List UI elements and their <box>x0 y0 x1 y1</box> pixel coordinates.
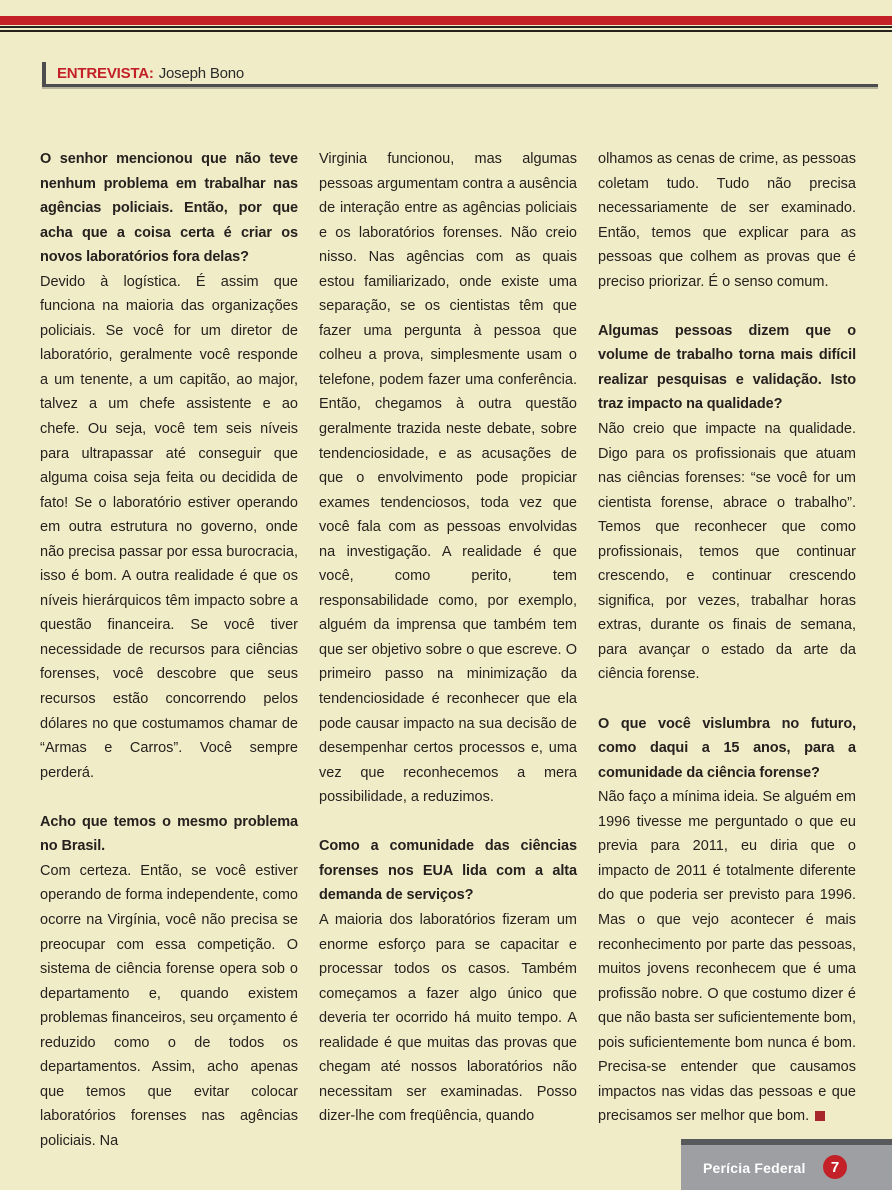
magazine-title: Perícia Federal <box>703 1159 806 1176</box>
interview-question: Acho que temos o mesmo problema no Brasil. <box>40 813 298 855</box>
interview-question: O senhor mencionou que não teve nenhum problema em trabalhar nas agências policiais. Então, por que acha que a coisa certa é criar os novos laboratórios fora delas? <box>40 151 298 266</box>
footer-gray-box <box>681 1145 892 1190</box>
interviewee-name: Joseph Bono <box>158 64 245 82</box>
interview-answer: Não creio que impacte na qualidade. Digo para os profissionais que atuam nas ciências forenses: “se você for um cientista forense, abrace o trabalho”. Temos que reconhecer que como profissionais, temos que continuar crescendo, e continuar crescendo significa, por vezes, trabalhar horas extras, durante os finais de semana, para avançar o estado da arte da ciência forense. <box>598 421 856 683</box>
footer-badge <box>681 1139 892 1190</box>
article-columns <box>40 147 856 1153</box>
interview-answer: A maioria dos laboratórios fizeram um enorme esforço para se capacitar e processar todos os casos. Também começamos a fazer algo único que deveria ter ocorrido há muito tempo. A realidade é que muitas das provas que chegam até nossos laboratórios não necessitam ser examinadas. Posso dizer-lhe com freqüência, quando <box>319 911 577 1125</box>
kicker-rule <box>42 84 878 87</box>
interview-answer: Devido à logística. É assim que funciona na maioria das organizações policiais. Se você for um diretor de laboratório, geralmente você responde a um tenente, a um capitão, ao major, talvez a um chefe assistente e ao chefe. Ou seja, você tem seis níveis para ultrapassar até conseguir que alguma coisa seja feita ou decidida de fato! Se o laboratório estiver operando em outra estrutura no governo, onde não precisa passar por essa burocracia, isso é bom. A outra realidade é que os níveis hierárquicos têm impacto sobre a questão financeira. Se você tiver necessidade de recursos para ciências forenses, você descobre que seus recursos estão concorrendo pelos dólares no que costumamos chamar de “Armas e Carros”. Você sempre perderá. <box>40 273 298 781</box>
top-dark-line-upper <box>0 26 892 28</box>
text-column <box>319 147 577 1153</box>
interview-question: Como a comunidade das ciências forenses nos EUA lida com a alta demanda de serviços? <box>319 838 577 904</box>
top-dark-line-lower <box>0 30 892 32</box>
interview-answer: Não faço a mínima ideia. Se alguém em 1996 tivesse me perguntado o que eu previa para 2011, eu diria que o impacto de 2011 é totalmente diferente do que poderia ser previsto para 1996. Mas o que vejo acontecer é mais reconhecimento por parte das pessoas, muitos jovens reconhecem que é uma profissão nobre. O que costumo dizer é que não basta ser suficientemente bom, pois suficientemente bom nunca é bom. Precisa-se entender que causamos impactos nas vidas das pessoas e que precisamos ser melhor que bom. <box>598 789 856 1125</box>
page-number-badge: 7 <box>823 1155 847 1179</box>
text-column <box>598 147 856 1153</box>
interview-answer: Com certeza. Então, se você estiver operando de forma independente, como ocorre na Virgínia, você não precisa se preocupar com essa competição. O sistema de ciência forense opera sob o departamento e, quando existem problemas financeiros, seu orçamento é reduzido como o de todos os departamentos. Assim, acho apenas que temos que evitar colocar laboratórios forenses nas agências policiais. Na <box>40 862 298 1149</box>
article-end-square-icon <box>815 1111 825 1121</box>
interview-answer: Virginia funcionou, mas algumas pessoas argumentam contra a ausência de interação entre as agências policiais e os laboratórios forenses. Não creio nisso. Nas agências com as quais estou familiarizado, onde existe uma separação, se os cientistas têm que fazer uma pergunta à pessoa que colheu a prova, simplesmente usam o telefone, podem fazer uma conferência. Então, chegamos à outra questão geralmente trazida neste debate, sobre tendenciosidade, e as acusações de que o envolvimento pode propiciar exames tendenciosos, toda vez que você fala com as pessoas envolvidas na investigação. A realidade é que você, como perito, tem responsabilidade como, por exemplo, alguém da imprensa que também tem que ser objetivo sobre o que escreve. O primeiro passo na minimização da tendenciosidade é reconhecer que ela pode causar impacto na sua decisão de desempenhar certos processos e, uma vez que reconhecemos a mera possibilidade, a reduzimos. <box>319 151 577 806</box>
interview-question: Algumas pessoas dizem que o volume de trabalho torna mais difícil realizar pesquisas e validação. Isto traz impacto na qualidade? <box>598 322 856 413</box>
top-red-stripe <box>0 16 892 25</box>
section-label: ENTREVISTA: <box>57 64 154 82</box>
kicker-vertical-bar <box>42 62 46 84</box>
section-kicker <box>57 62 244 84</box>
text-column <box>40 147 298 1153</box>
interview-answer: olhamos as cenas de crime, as pessoas coletam tudo. Tudo não precisa necessariamente de ser examinado. Então, temos que explicar para as pessoas que colhem as provas que é preciso priorizar. É o senso comum. <box>598 151 856 290</box>
interview-question: O que você vislumbra no futuro, como daqui a 15 anos, para a comunidade da ciência forense? <box>598 715 856 781</box>
